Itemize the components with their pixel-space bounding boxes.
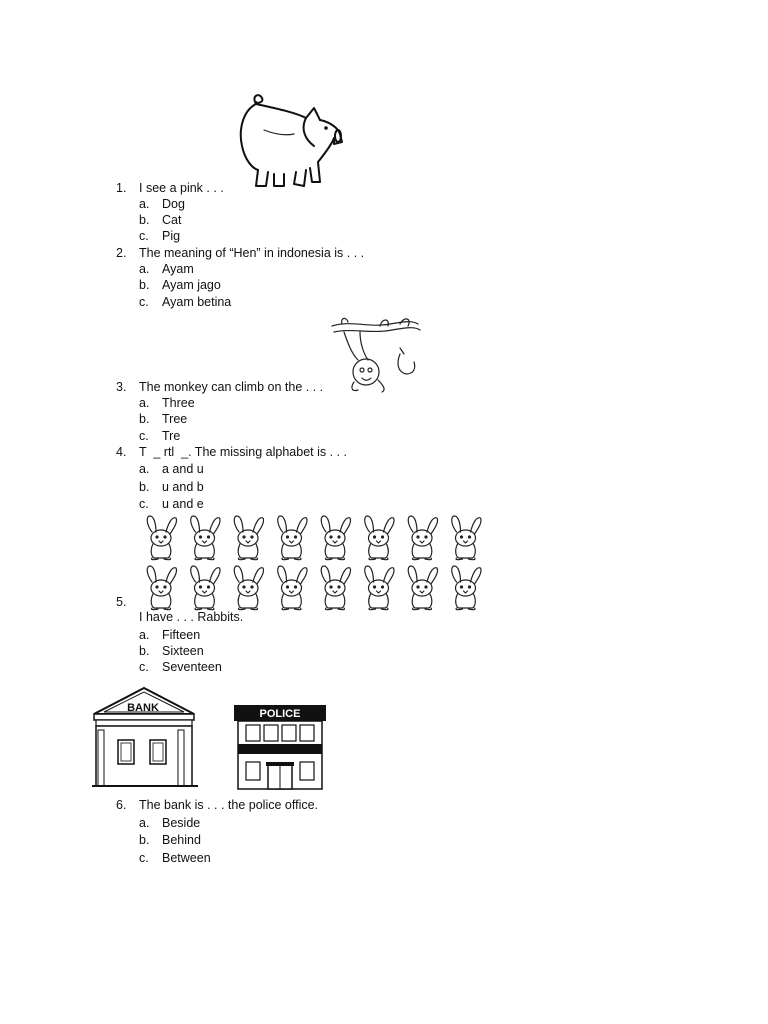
rabbit-icon [191, 516, 220, 560]
rabbit-icon [321, 516, 350, 560]
option-text: a and u [162, 462, 204, 476]
option-letter: a. [139, 628, 150, 642]
option-letter: a. [139, 262, 150, 276]
question-number: 3. [116, 380, 127, 394]
police-office-illustration [232, 704, 328, 790]
option-letter: a. [139, 396, 150, 410]
option-letter: c. [139, 497, 149, 511]
rabbit-grid [138, 512, 490, 612]
rabbit-icon [278, 566, 307, 610]
option-text: Sixteen [162, 644, 204, 658]
option-letter: c. [139, 660, 149, 674]
option-text: Fifteen [162, 628, 201, 642]
option-letter: a. [139, 816, 150, 830]
rabbit-icon [365, 566, 394, 610]
question-number: 6. [116, 798, 127, 812]
option-text: Pig [162, 229, 181, 243]
rabbit-icon [234, 566, 263, 610]
rabbit-icon [365, 516, 394, 560]
rabbit-icon [408, 516, 437, 560]
pig-illustration [234, 90, 349, 190]
option-text: Seventeen [162, 660, 222, 674]
question-number: 2. [116, 246, 127, 260]
rabbit-icon [321, 566, 350, 610]
question-text: The bank is . . . the police office. [139, 798, 319, 812]
bank-sign-text: BANK [127, 702, 159, 714]
monkey-illustration [330, 314, 422, 394]
rabbit-icon [147, 516, 176, 560]
police-sign-text: POLICE [259, 708, 301, 720]
rabbit-icon [452, 516, 481, 560]
question-number: 5. [116, 595, 127, 609]
option-letter: c. [139, 295, 149, 309]
question-text: T _ rtl _. The missing alphabet is . . . [139, 445, 347, 459]
rabbit-icon [191, 566, 220, 610]
rabbit-icon [234, 516, 263, 560]
option-text: u and e [162, 497, 204, 511]
option-text: Behind [162, 833, 201, 847]
option-letter: c. [139, 429, 149, 443]
rabbit-icon [147, 566, 176, 610]
option-text: Ayam betina [162, 295, 232, 309]
option-text: u and b [162, 480, 204, 494]
question-text: The monkey can climb on the . . . [139, 380, 324, 394]
option-text: Beside [162, 816, 201, 830]
option-text: Tree [162, 412, 188, 426]
question-text: The meaning of “Hen” in indonesia is . . . [139, 246, 365, 260]
option-text: Dog [162, 197, 185, 211]
option-letter: c. [139, 229, 149, 243]
option-letter: b. [139, 213, 150, 227]
option-letter: b. [139, 644, 150, 658]
question-text: I see a pink . . . [139, 181, 224, 195]
rabbit-icon [278, 516, 307, 560]
option-text: Between [162, 851, 211, 865]
option-letter: b. [139, 278, 150, 292]
option-letter: b. [139, 833, 150, 847]
option-text: Tre [162, 429, 181, 443]
option-letter: a. [139, 462, 150, 476]
option-letter: b. [139, 412, 150, 426]
option-letter: c. [139, 851, 149, 865]
rabbit-icon [452, 566, 481, 610]
bank-illustration [92, 686, 198, 790]
option-text: Ayam [162, 262, 194, 276]
option-letter: b. [139, 480, 150, 494]
option-text: Ayam jago [162, 278, 221, 292]
question-text: I have . . . Rabbits. [139, 610, 244, 624]
rabbit-icon [408, 566, 437, 610]
question-number: 1. [116, 181, 127, 195]
option-text: Cat [162, 213, 182, 227]
option-letter: a. [139, 197, 150, 211]
option-text: Three [162, 396, 195, 410]
question-number: 4. [116, 445, 127, 459]
